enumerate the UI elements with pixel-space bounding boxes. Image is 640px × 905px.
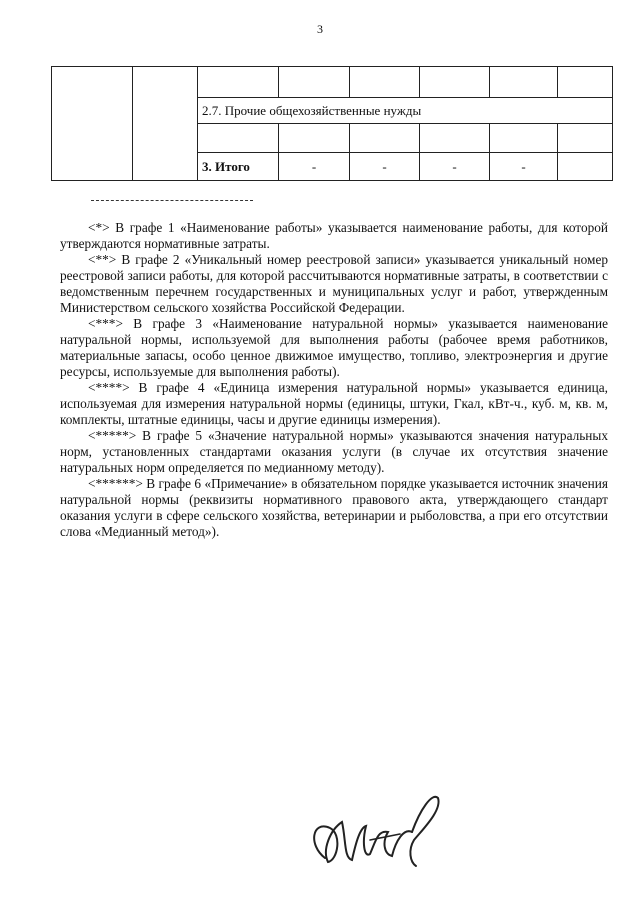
footnote-5: <*****> В графе 5 «Значение натуральной нормы» указываются значения натуральных норм, установленных стандартами оказания услуги (в случае их отсутствия значение натуральных норм определяется по медианному методу). [60,428,608,475]
footnote-separator [91,200,253,201]
table-cell [490,67,558,98]
footnote-3: <***> В графе 3 «Наименование натуральной нормы» указывается наименование натуральной нормы, используемой для выполнения работы (рабочее время работников, материальные запасы, особо ценное движимое имущество, топливо, электроэнергия и другие ресурсы, используемые для выполнения работы). [60,316,608,379]
total-value: - [279,153,350,181]
footnote-1: <*> В графе 1 «Наименование работы» указывается наименование работы, для которой утверждаются нормативные затраты. [60,220,608,251]
table-cell [133,67,198,181]
table-row [52,67,613,98]
footnote-4: <****> В графе 4 «Единица измерения натуральной нормы» указывается единица, используемая для измерения натуральной нормы (единицы, штуки, Гкал, кВт-ч., куб. м, кв. м, комплекты, штатные единицы, часы и другие единицы измерения). [60,380,608,427]
table-cell [198,67,279,98]
norms-table [51,66,613,181]
table-cell [279,67,350,98]
table-cell [350,124,420,153]
handwritten-signature [300,770,450,880]
table-cell [198,124,279,153]
page-number: 3 [317,22,323,36]
table-cell [558,67,613,98]
footnotes [60,220,608,540]
table-cell [490,124,558,153]
table-cell [350,67,420,98]
table-cell [420,124,490,153]
total-value: - [420,153,490,181]
table-cell [420,67,490,98]
table-cell [279,124,350,153]
footnote-6: <******> В графе 6 «Примечание» в обязательном порядке указывается источник значения натуральной нормы (реквизиты нормативного правового акта, утверждающего стандарт оказания услуги в сфере сельского хозяйства, ветеринарии и рыболовства, а при его отсутствии слова «Медианный метод»). [60,476,608,539]
table-cell [52,67,133,181]
item-2-7-cell: 2.7. Прочие общехозяйственные нужды [198,98,613,124]
footnote-2: <**> В графе 2 «Уникальный номер реестровой записи» указывается уникальный номер реестровой записи работы, для которой рассчитываются нормативные затраты, в соответствии с ведомственным перечнем государственных и муниципальных услуг и работ, утвержденным Министерством сельского хозяйства Российской Федерации. [60,252,608,315]
table-cell [558,124,613,153]
total-label: 3. Итого [198,153,279,181]
total-value: - [490,153,558,181]
table-cell [558,153,613,181]
total-value: - [350,153,420,181]
